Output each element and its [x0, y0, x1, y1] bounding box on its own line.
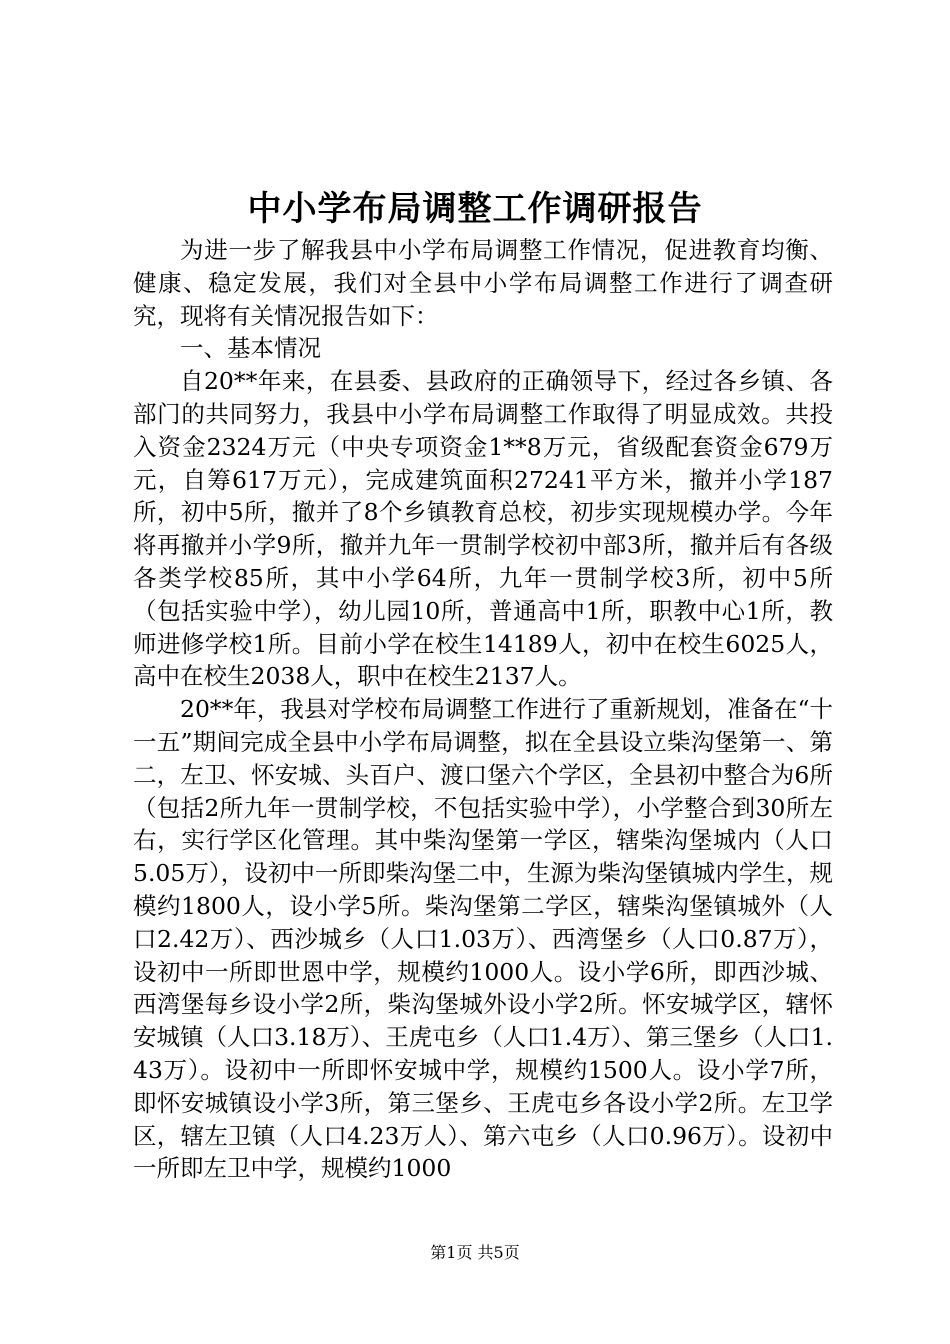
paragraph-intro: 为进一步了解我县中小学布局调整工作情况，促进教育均衡、健康、稳定发展，我们对全县中小学布局调整工作进行了调查研究，现将有关情况报告如下：	[133, 236, 833, 330]
page-footer: 第1页 共5页	[430, 1243, 520, 1262]
paragraph-planning: 20**年，我县对学校布局调整工作进行了重新规划，准备在“十一五”期间完成全县中小学布局调整，拟在全县设立柴沟堡第一、第二，左卫、怀安城、头百户、渡口堡六个学区，全县初中整合为6所（包括2所九年一贯制学校，不包括实验中学），小学整合到30所左右，实行学区化管理。其中柴沟堡第一学区，辖柴沟堡城内（人口5.05万），设初中一所即柴沟堡二中，生源为柴沟堡镇城内学生，规模约1800人，设小学5所。柴沟堡第二学区，辖柴沟堡镇城外（人口2.42万）、西沙城乡（人口1.03万）、西湾堡乡（人口0.87万），设初中一所即世恩中学，规模约1000人。设小学6所，即西沙城、西湾堡每乡设小学2所，柴沟堡城外设小学2所。怀安城学区，辖怀安城镇（人口3.18万）、王虎屯乡（人口1.4万）、第三堡乡（人口1.43万）。设初中一所即怀安城中学，规模约1500人。设小学7所，即怀安城镇设小学3所，第三堡乡、王虎屯乡各设小学2所。左卫学区，辖左卫镇（人口4.23万人）、第六屯乡（人口0.96万）。设初中一所即左卫中学，规模约1000	[133, 695, 833, 1183]
section-heading-basic-situation: 一、基本情况	[180, 334, 321, 363]
document-body	[133, 234, 833, 1185]
page-title: 中小学布局调整工作调研报告	[247, 189, 703, 229]
paragraph-achievements: 自20**年来，在县委、县政府的正确领导下，经过各乡镇、各部门的共同努力，我县中小学布局调整工作取得了明显成效。共投入资金2324万元（中央专项资金1**8万元，省级配套资金679万元，自筹617万元），完成建筑面积27241平方米，撤并小学187所，初中5所，撤并了8个乡镇教育总校，初步实现规模办学。今年将再撤并小学9所，撤并九年一贯制学校初中部3所，撤并后有各级各类学校85所，其中小学64所，九年一贯制学校3所，初中5所（包括实验中学），幼儿园10所，普通高中1所，职教中心1所，教师进修学校1所。目前小学在校生14189人，初中在校生6025人，高中在校生2038人，职中在校生2137人。	[133, 367, 833, 691]
